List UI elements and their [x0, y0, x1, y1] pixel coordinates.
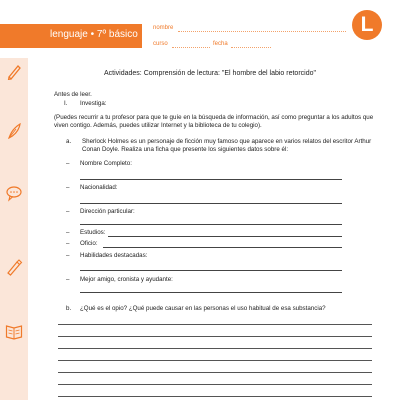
pencil-icon [5, 62, 23, 80]
language-logo: L [352, 10, 382, 40]
pen-icon [5, 258, 23, 276]
address-field[interactable] [80, 224, 342, 225]
course-label: curso [153, 41, 168, 47]
name-field[interactable] [178, 31, 346, 32]
answer-line[interactable] [58, 396, 372, 397]
dash-bullet: – [66, 208, 70, 215]
name-label: nombre [153, 25, 174, 31]
answer-line[interactable] [58, 384, 372, 385]
nationality-field[interactable] [80, 203, 342, 204]
instructions-paragraph: (Puedes recurrir a tu profesor para que te guíe en la búsqueda de información, así como preguntar a los adultos que viven contigo. Además, puedes utilizar Internet y la biblioteca de tu colegio). [54, 114, 374, 130]
section-b-letter: b. [66, 305, 72, 312]
decorative-sidebar [0, 58, 28, 400]
open-book-icon [5, 322, 23, 340]
dash-bullet: – [66, 252, 70, 259]
section-a-text: Sherlock Holmes es un personaje de ficción muy famoso que aparece en varios relatos del escritor Arthur Conan Doyle. Realiza una ficha que presente los siguientes datos sobre él: [82, 138, 372, 154]
answer-line[interactable] [58, 336, 372, 337]
subject-grade-label: lenguaje • 7º básico [50, 29, 138, 40]
activity-title: Actividades: Comprensión de lectura: "El hombre del labio retorcido" [104, 70, 316, 77]
dash-bullet: – [66, 160, 70, 167]
answer-line[interactable] [58, 360, 372, 361]
best-friend-field[interactable] [80, 292, 342, 293]
studies-label: Estudios: [80, 229, 106, 236]
occupation-field[interactable] [103, 247, 342, 248]
dash-bullet: – [66, 184, 70, 191]
before-reading-heading: Antes de leer. [54, 91, 92, 98]
answer-line[interactable] [58, 372, 372, 373]
investigate-heading: Investiga: [80, 100, 107, 107]
course-field[interactable] [172, 47, 210, 48]
best-friend-label: Mejor amigo, cronista y ayudante: [80, 276, 173, 283]
skills-label: Habilidades destacadas: [80, 252, 148, 259]
dash-bullet: – [66, 276, 70, 283]
item-numeral: I. [64, 100, 68, 107]
date-label: fecha [213, 41, 228, 47]
dash-bullet: – [66, 240, 70, 247]
dash-bullet: – [66, 229, 70, 236]
date-field[interactable] [231, 47, 271, 48]
full-name-field[interactable] [80, 179, 342, 180]
section-a-letter: a. [66, 138, 72, 145]
skills-field[interactable] [80, 270, 342, 271]
full-name-label: Nombre Completo: [80, 160, 132, 167]
occupation-label: Oficio: [80, 240, 98, 247]
answer-line[interactable] [58, 348, 372, 349]
address-label: Dirección particular: [80, 208, 135, 215]
speech-bubble-icon [5, 184, 23, 202]
feather-icon [5, 122, 23, 140]
answer-line[interactable] [58, 324, 372, 325]
section-b-question: ¿Qué es el opio? ¿Qué puede causar en las personas el uso habitual de esa substancia? [80, 305, 326, 312]
nationality-label: Nacionalidad: [80, 184, 118, 191]
studies-field[interactable] [108, 236, 342, 237]
